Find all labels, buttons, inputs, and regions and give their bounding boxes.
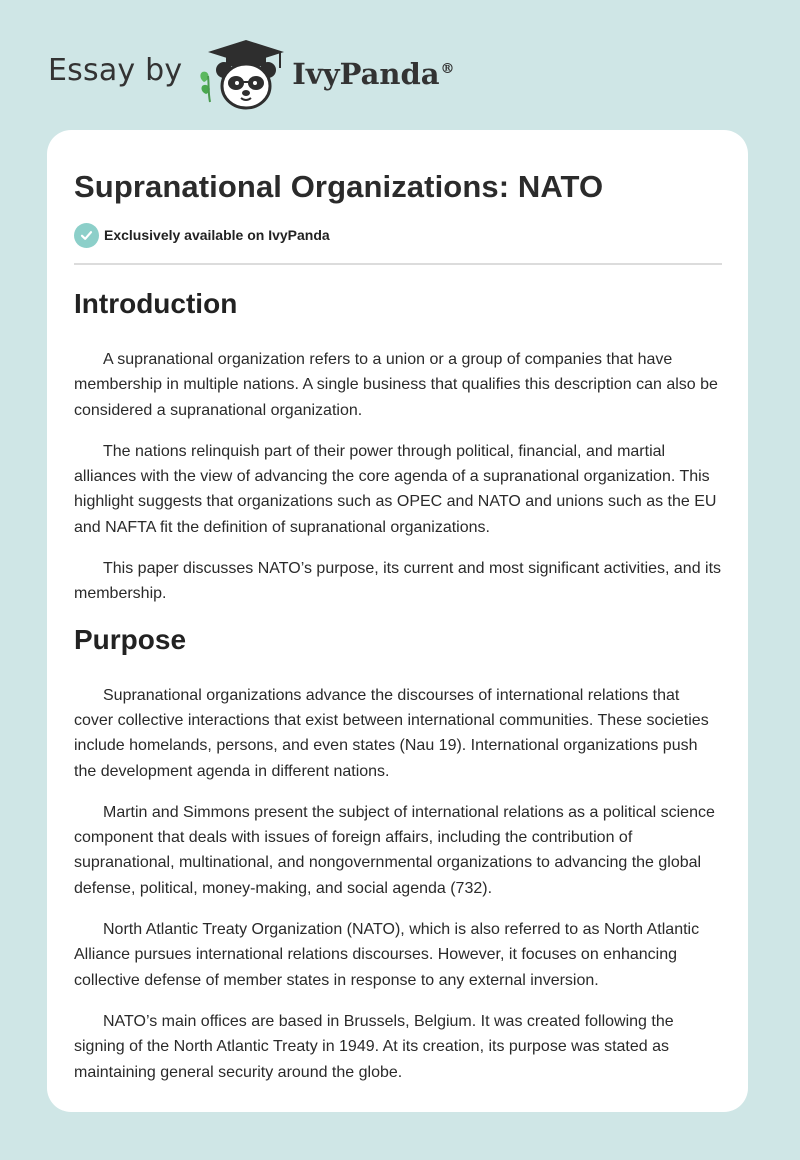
panda-logo-icon[interactable]	[196, 38, 288, 110]
divider	[74, 263, 722, 265]
section-heading: Introduction	[74, 288, 238, 319]
section-purpose	[74, 623, 722, 1085]
section-introduction	[74, 287, 722, 607]
section-heading: Purpose	[74, 623, 187, 655]
registered-mark: ®	[440, 61, 455, 78]
essay-card	[47, 130, 748, 1112]
paragraph: Martin and Simmons present the subject of international relations as a political science component that deals with issues of foreign affairs, including the contribution of supranational, multinational, and nongovernmental organizations to advancing the global defense, political, money-making, and social agenda (732).	[74, 803, 715, 897]
brand-prefix: Essay by	[48, 52, 183, 88]
brand-header	[48, 38, 455, 110]
paragraph: Supranational organizations advance the discourses of international relations that cover collective interactions that exist between international communities. These societies include homelands, persons, and even states (Nau 19). International organizations push the development agenda in different nations.	[74, 686, 709, 780]
brand-name[interactable]: IvyPanda®	[292, 57, 455, 91]
page-title: Supranational Organizations: NATO	[74, 169, 604, 204]
badge-text: Exclusively available on IvyPanda	[104, 227, 330, 243]
paragraph: North Atlantic Treaty Organization (NATO), which is also referred to as North Atlantic Alliance pursues international relations discourses. However, it focuses on enhancing collective defense of member states in response to any external inversion.	[74, 921, 700, 989]
paragraph: The nations relinquish part of their power through political, financial, and martial alliances with the view of advancing the core agenda of a supranational organization. This highlight suggests that organizations such as OPEC and NATO and unions such as the EU and NAFTA fit the definition of supranational organizations.	[74, 442, 717, 536]
paragraph: NATO’s main offices are based in Brussels, Belgium. It was created following the signing of the North Atlantic Treaty in 1949. At its creation, its purpose was stated as maintaining general security around the globe.	[74, 1012, 674, 1081]
check-circle-icon	[74, 223, 99, 248]
paragraph: This paper discusses NATO’s purpose, its current and most significant activities, and its membership.	[74, 560, 722, 603]
exclusive-badge	[74, 222, 722, 248]
paragraph: A supranational organization refers to a union or a group of companies that have membership in multiple nations. A single business that qualifies this description can also be considered a supranational organization.	[74, 351, 718, 419]
